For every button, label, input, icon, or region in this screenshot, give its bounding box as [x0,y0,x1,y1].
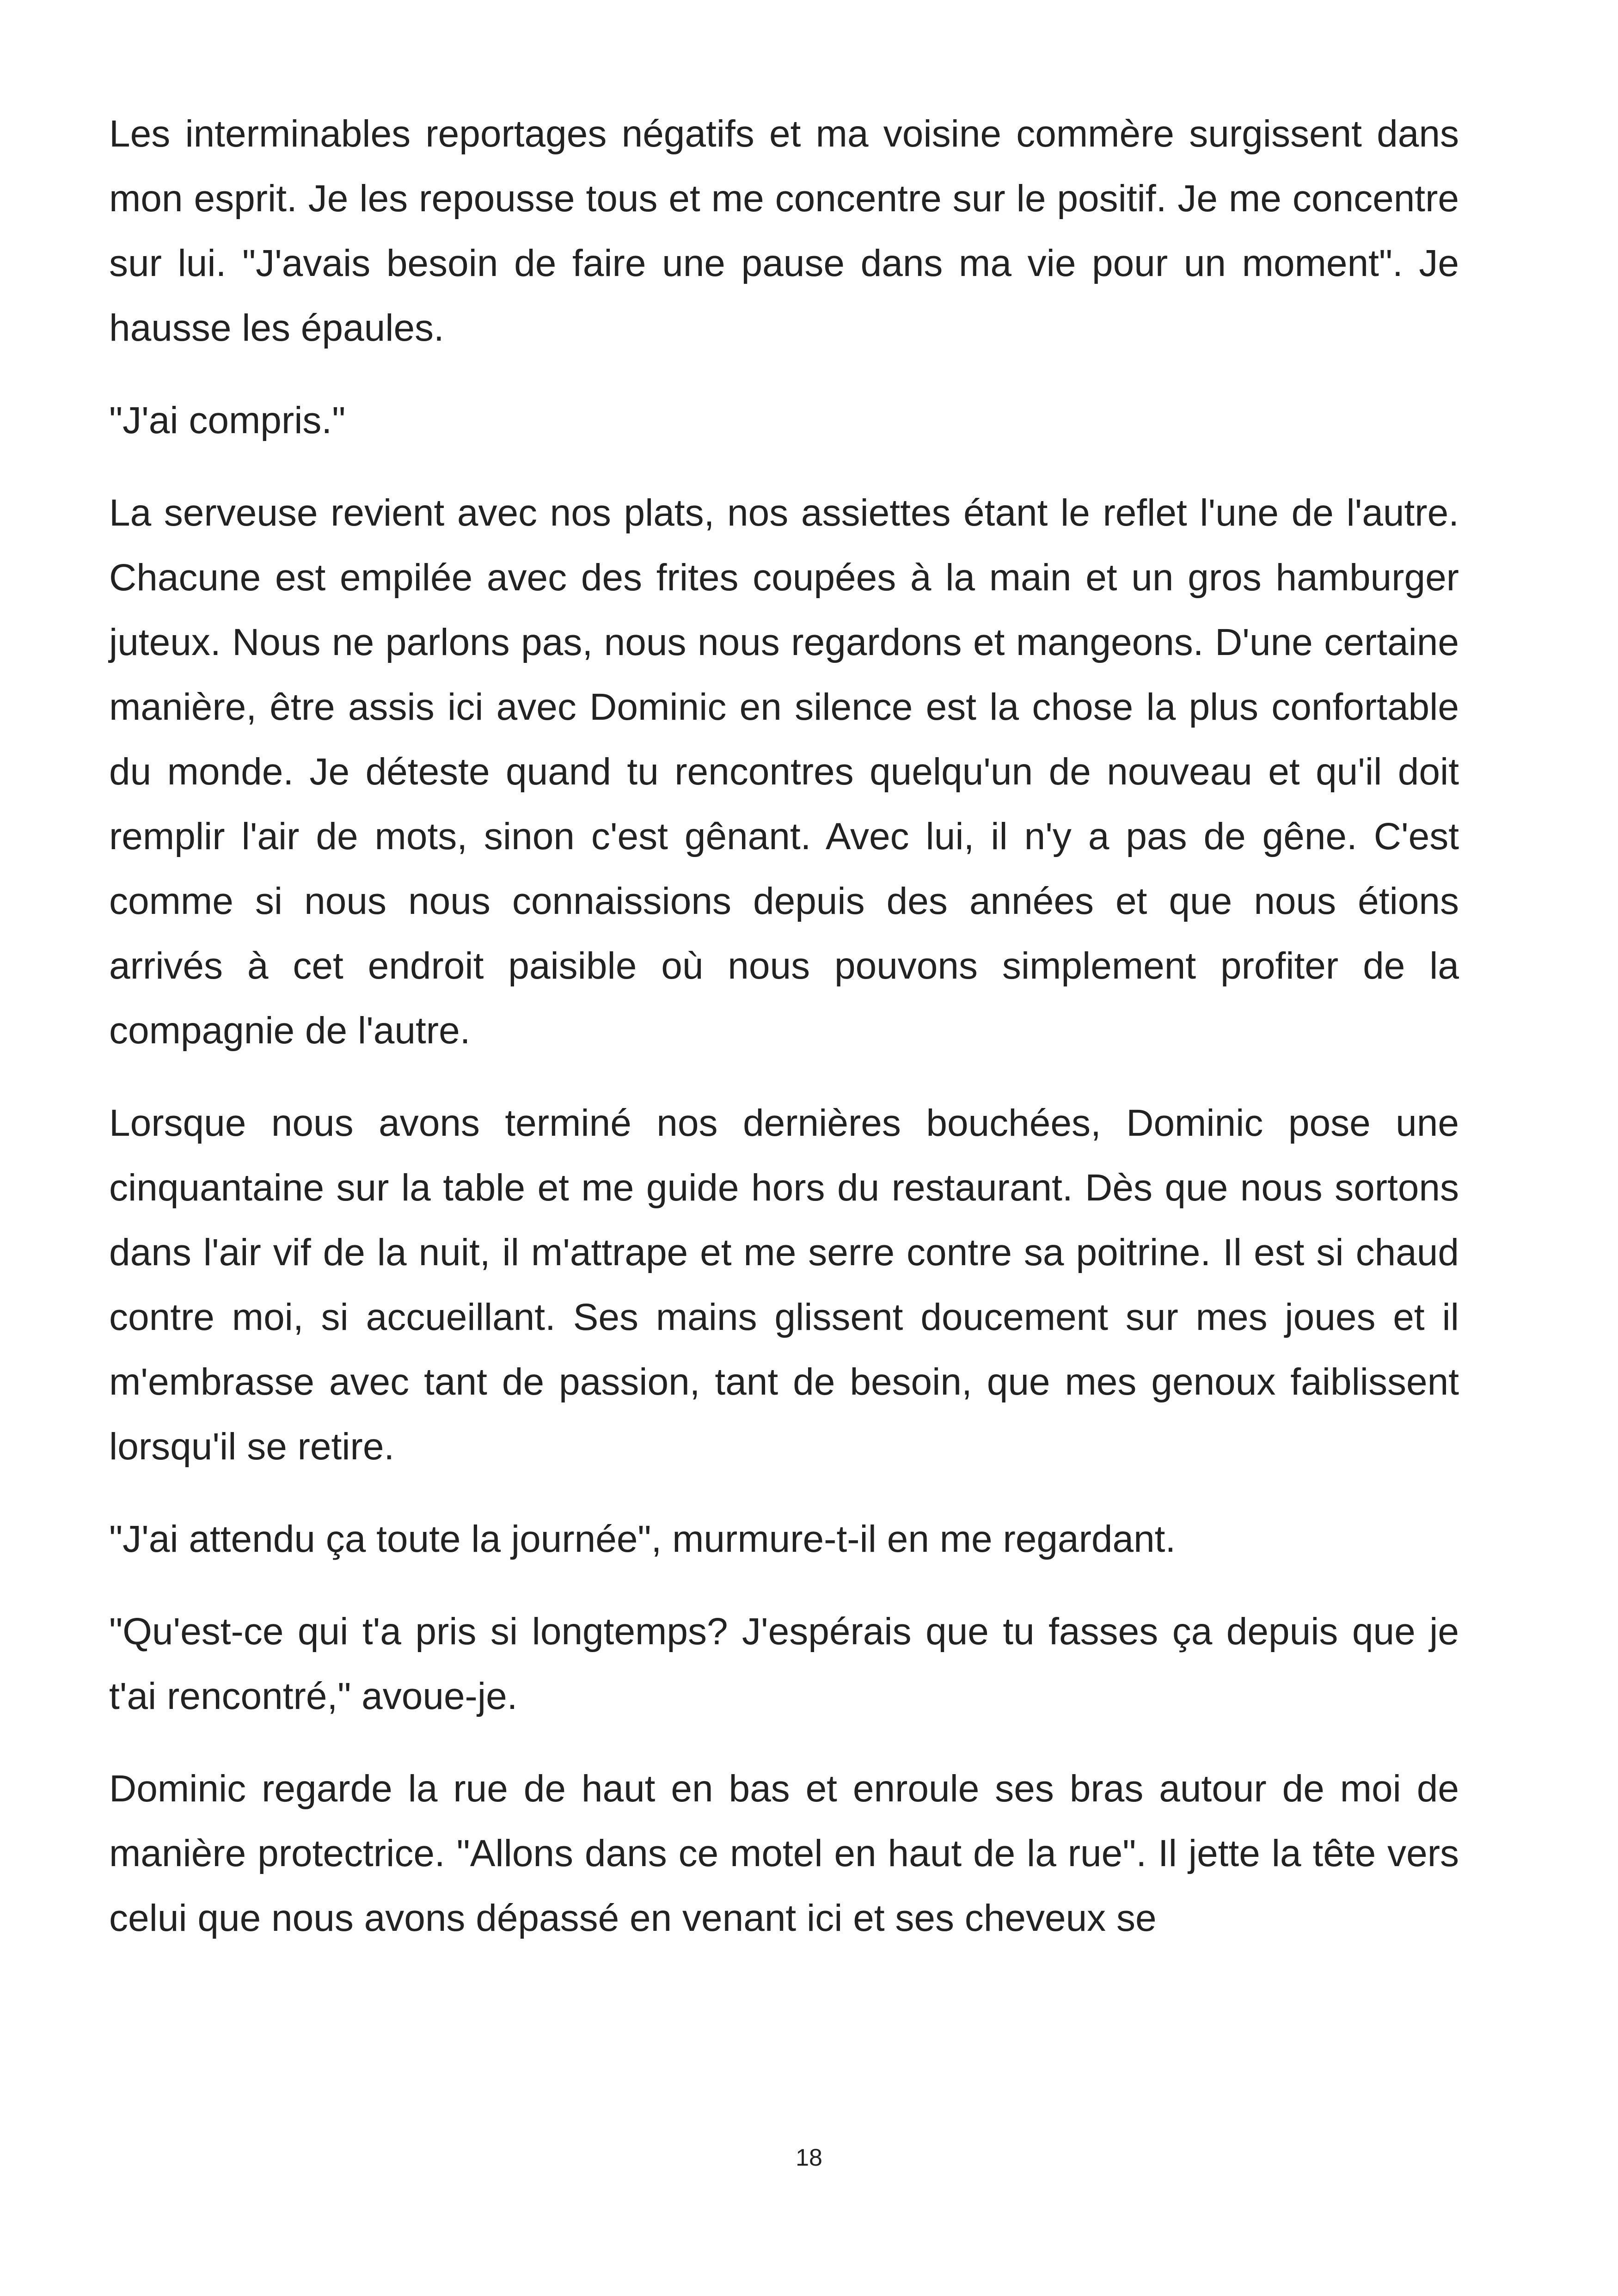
paragraph: La serveuse revient avec nos plats, nos assiettes étant le reflet l'une de l'autre. Chacune est empilée avec des frites coupées à la main et un gros hamburger juteux. Nous ne parlons pas, nous nous regardons et mangeons. D'une certaine manière, être assis ici avec Dominic en silence est la chose la plus confortable du monde. Je déteste quand tu rencontres quelqu'un de nouveau et qu'il doit remplir l'air de mots, sinon c'est gênant. Avec lui, il n'y a pas de gêne. C'est comme si nous nous connaissions depuis des années et que nous étions arrivés à cet endroit paisible où nous pouvons simplement profiter de la compagnie de l'autre. [109,492,1459,1052]
paragraph: "J'ai attendu ça toute la journée", murmure-t-il en me regardant. [109,1518,1176,1560]
body-text [109,102,1459,1978]
paragraph: "Qu'est-ce qui t'a pris si longtemps? J'espérais que tu fasses ça depuis que je t'ai rencontré," avoue-je. [109,1610,1459,1717]
paragraph: Dominic regarde la rue de haut en bas et enroule ses bras autour de moi de manière protectrice. "Allons dans ce motel en haut de la rue". Il jette la tête vers celui que nous avons dépassé en venant ici et ses cheveux se [109,1768,1459,1939]
paragraph: "J'ai compris." [109,399,346,441]
page-number: 18 [796,2144,822,2171]
paragraph: Lorsque nous avons terminé nos dernières bouchées, Dominic pose une cinquantaine sur la table et me guide hors du restaurant. Dès que nous sortons dans l'air vif de la nuit, il m'attrape et me serre contre sa poitrine. Il est si chaud contre moi, si accueillant. Ses mains glissent doucement sur mes joues et il m'embrasse avec tant de passion, tant de besoin, que mes genoux faiblissent lorsqu'il se retire. [109,1102,1459,1468]
paragraph: Les interminables reportages négatifs et ma voisine commère surgissent dans mon esprit. Je les repousse tous et me concentre sur le positif. Je me concentre sur lui. "J'avais besoin de faire une pause dans ma vie pour un moment". Je hausse les épaules. [109,113,1459,349]
